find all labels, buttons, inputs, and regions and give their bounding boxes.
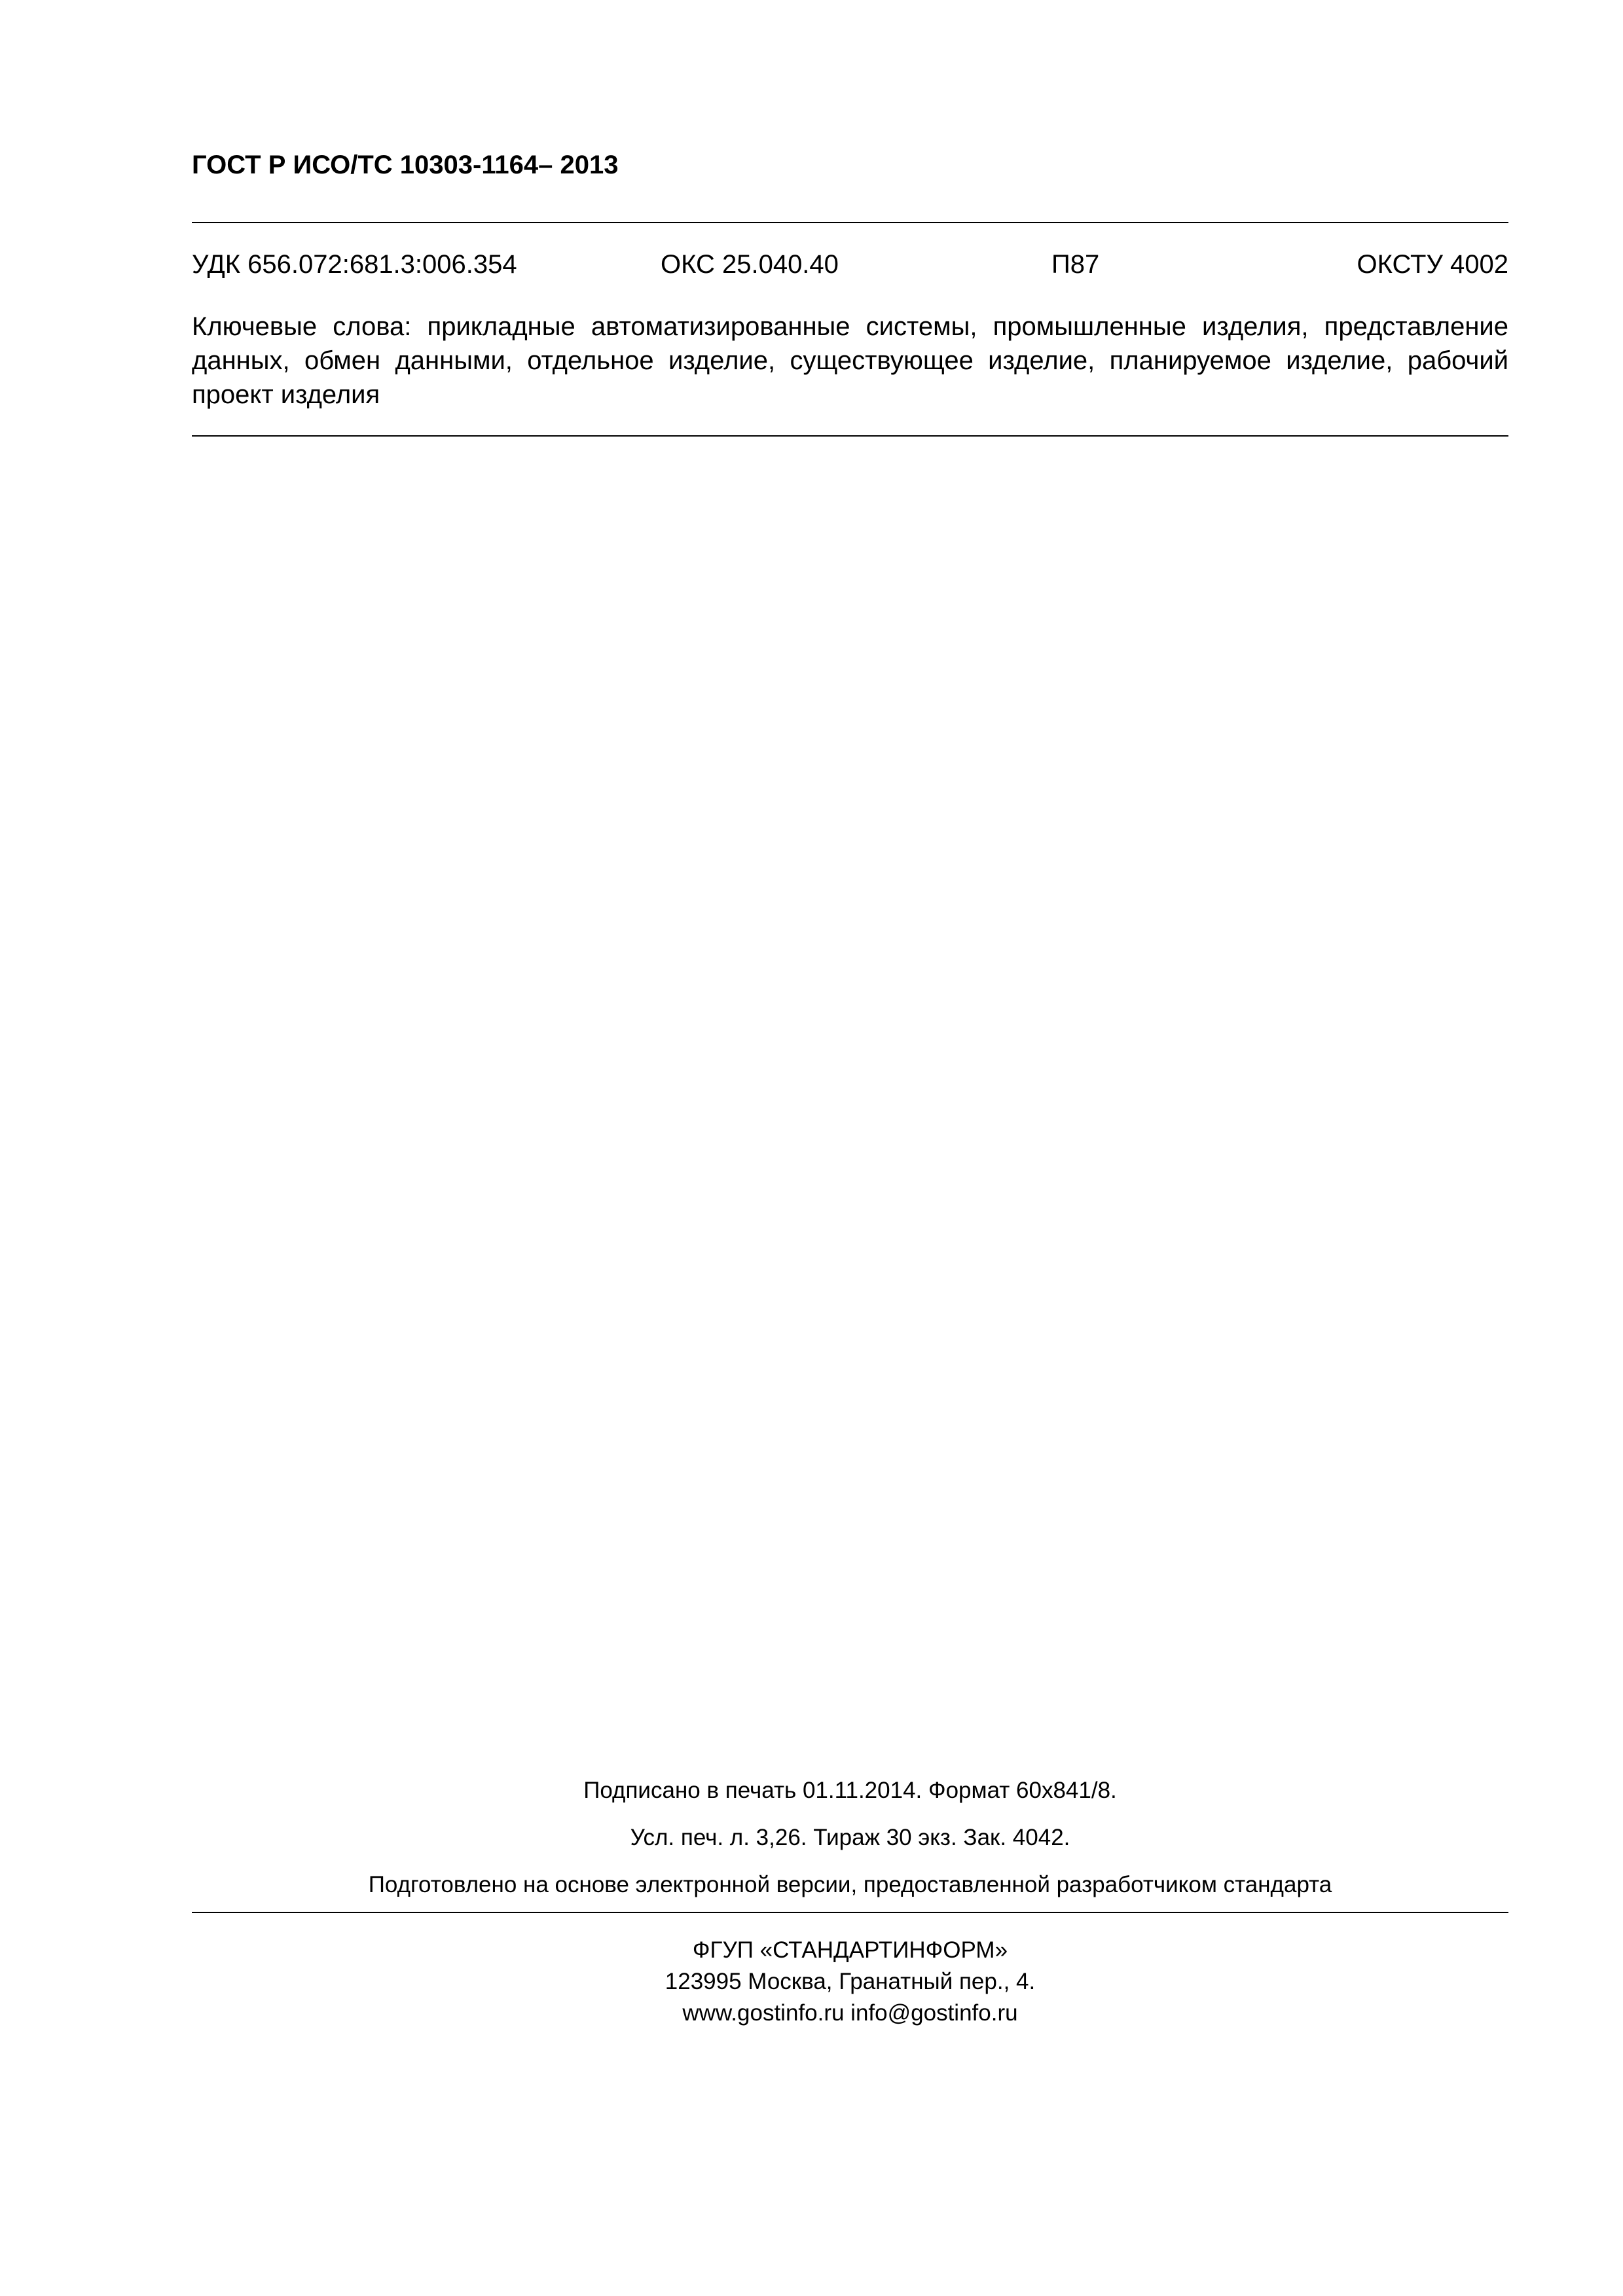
keywords-paragraph: Ключевые слова: прикладные автоматизированные системы, промышленные изделия, представление данных, обмен данными, отдельное изделие, существующее изделие, планируемое изделие, рабочий проект изделия [192, 312, 1508, 409]
oks-code: ОКС 25.040.40 [661, 250, 839, 279]
top-divider [192, 222, 1508, 223]
p-code: П87 [1051, 250, 1100, 279]
publisher-contacts: www.gostinfo.ru info@gostinfo.ru [682, 2000, 1018, 2026]
udk-code: УДК 656.072:681.3:006.354 [192, 250, 517, 279]
publisher-name: ФГУП «СТАНДАРТИНФОРМ» [692, 1937, 1008, 1963]
document-code: ГОСТ Р ИСО/ТС 10303-1164– 2013 [192, 151, 619, 179]
imprint-divider [192, 1912, 1508, 1913]
classification-row [192, 247, 1508, 281]
publisher-address: 123995 Москва, Гранатный пер., 4. [665, 1969, 1036, 1994]
okstu-code: ОКСТУ 4002 [1357, 250, 1508, 279]
keywords-divider [192, 435, 1508, 437]
prepared-note-line: Подготовлено на основе электронной версии, предоставленной разработчиком стандарта [368, 1872, 1332, 1897]
signed-to-print-line: Подписано в печать 01.11.2014. Формат 60х841/8. [583, 1778, 1117, 1803]
print-info-line: Усл. печ. л. 3,26. Тираж 30 экз. Зак. 4042. [630, 1825, 1070, 1850]
